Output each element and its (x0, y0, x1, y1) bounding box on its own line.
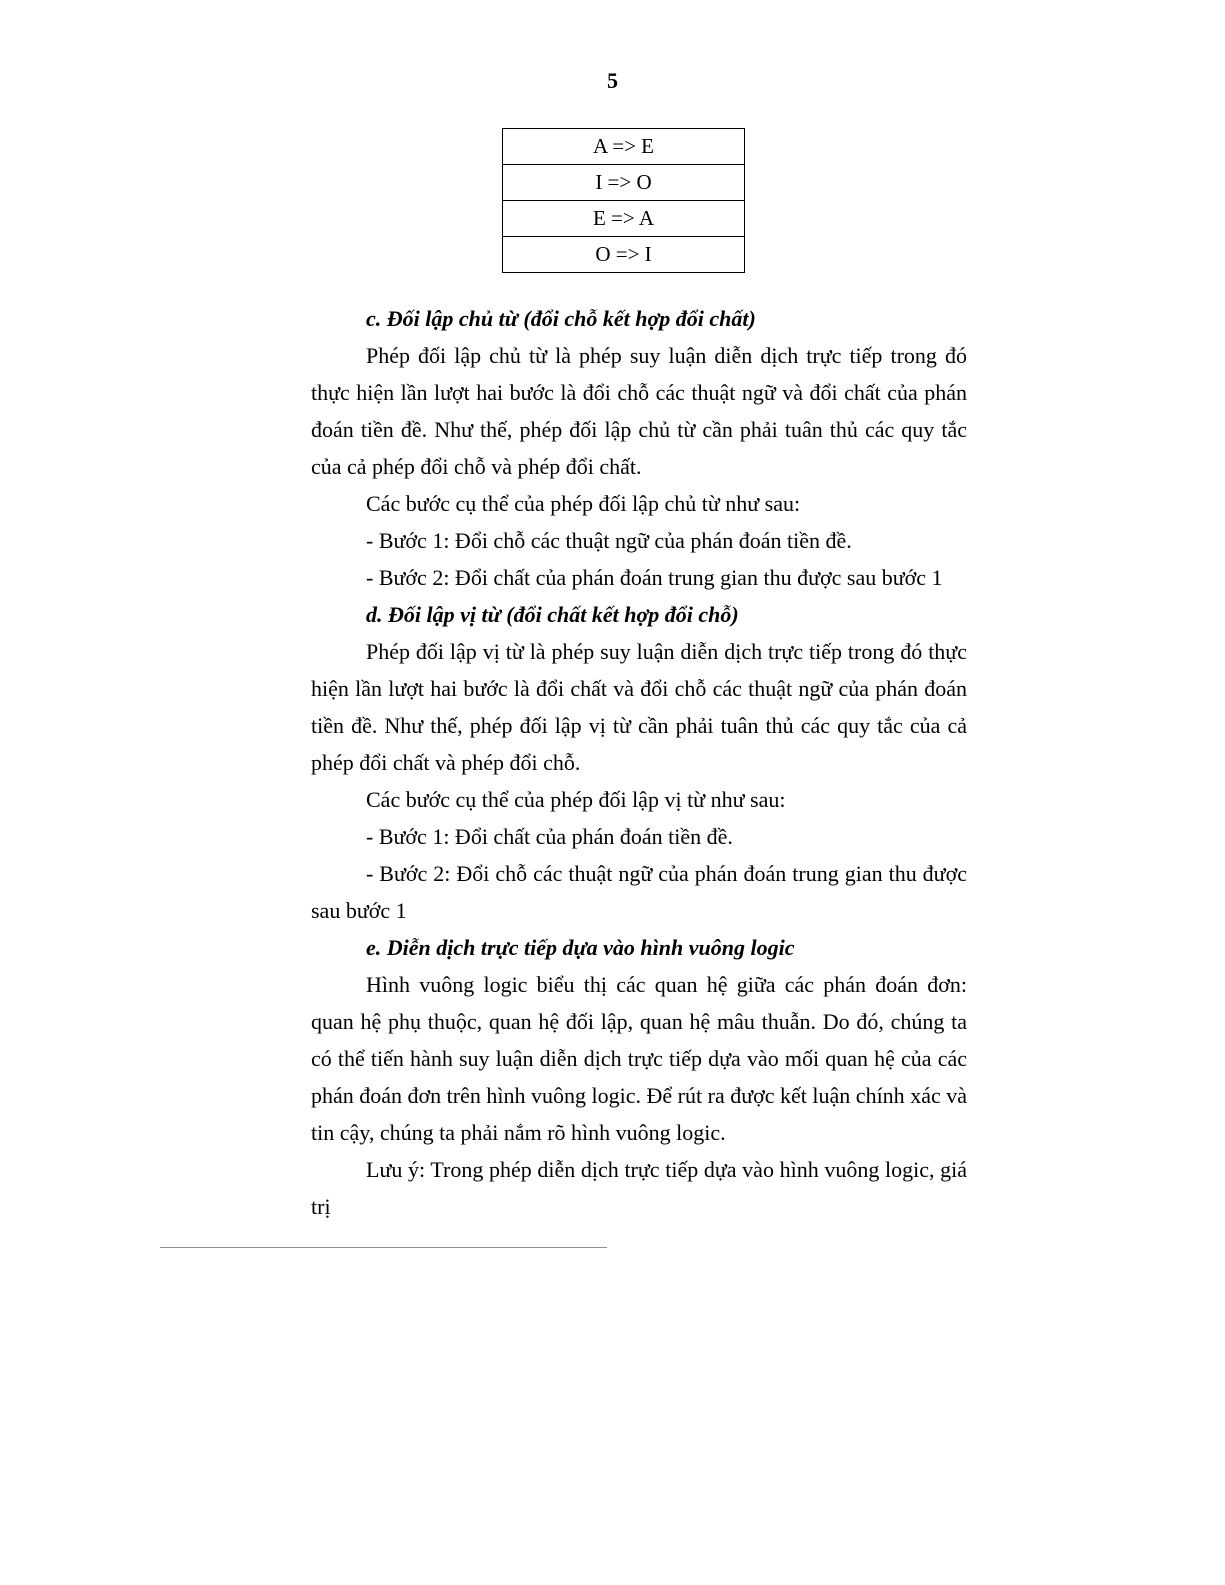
table-row (503, 129, 745, 165)
footnote-divider (160, 1247, 607, 1248)
document-body (311, 300, 967, 1225)
step-d-2: - Bước 2: Đổi chỗ các thuật ngữ của phán đoán trung gian thu được sau bước 1 (311, 861, 967, 923)
paragraph-note: Lưu ý: Trong phép diễn dịch trực tiếp dựa vào hình vuông logic, giá trị (311, 1157, 967, 1219)
steps-intro-c: Các bước cụ thể của phép đối lập chủ từ như sau: (366, 491, 801, 516)
section-heading-d: d. Đối lập vị từ (đổi chất kết hợp đổi chỗ) (366, 602, 739, 627)
table-cell: I => O (503, 165, 745, 201)
page-number: 5 (607, 68, 618, 93)
paragraph-predicate-opposition: Phép đối lập vị từ là phép suy luận diễn dịch trực tiếp trong đó thực hiện lần lượt hai bước là đổi chất và đổi chỗ các thuật ngữ của phán đoán tiền đề. Như thế, phép đối lập vị từ cần phải tuân thủ các quy tắc của cả phép đổi chất và phép đổi chỗ. (311, 639, 967, 775)
table-row (503, 201, 745, 237)
step-c-1: - Bước 1: Đổi chỗ các thuật ngữ của phán đoán tiền đề. (366, 528, 852, 553)
paragraph-logic-square: Hình vuông logic biểu thị các quan hệ giữa các phán đoán đơn: quan hệ phụ thuộc, quan hệ đối lập, quan hệ mâu thuẫn. Do đó, chúng ta có thể tiến hành suy luận diễn dịch trực tiếp dựa vào mối quan hệ của các phán đoán đơn trên hình vuông logic. Để rút ra được kết luận chính xác và tin cậy, chúng ta phải nắm rõ hình vuông logic. (311, 972, 967, 1145)
step-c-2: - Bước 2: Đổi chất của phán đoán trung gian thu được sau bước 1 (366, 565, 943, 590)
section-heading-c: c. Đối lập chủ từ (đổi chỗ kết hợp đổi chất) (366, 306, 756, 331)
step-d-1: - Bước 1: Đổi chất của phán đoán tiền đề. (366, 824, 733, 849)
table-cell: E => A (503, 201, 745, 237)
section-heading-e: e. Diễn dịch trực tiếp dựa vào hình vuông logic (366, 935, 795, 960)
steps-intro-d: Các bước cụ thể của phép đối lập vị từ như sau: (366, 787, 786, 812)
table-cell: O => I (503, 237, 745, 273)
table-row (503, 165, 745, 201)
paragraph-subject-opposition: Phép đối lập chủ từ là phép suy luận diễn dịch trực tiếp trong đó thực hiện lần lượt hai bước là đổi chỗ các thuật ngữ và đổi chất của phán đoán tiền đề. Như thế, phép đối lập chủ từ cần phải tuân thủ các quy tắc của cả phép đổi chỗ và phép đổi chất. (311, 343, 967, 479)
conversion-table (502, 128, 745, 273)
table-row (503, 237, 745, 273)
table-cell: A => E (503, 129, 745, 165)
